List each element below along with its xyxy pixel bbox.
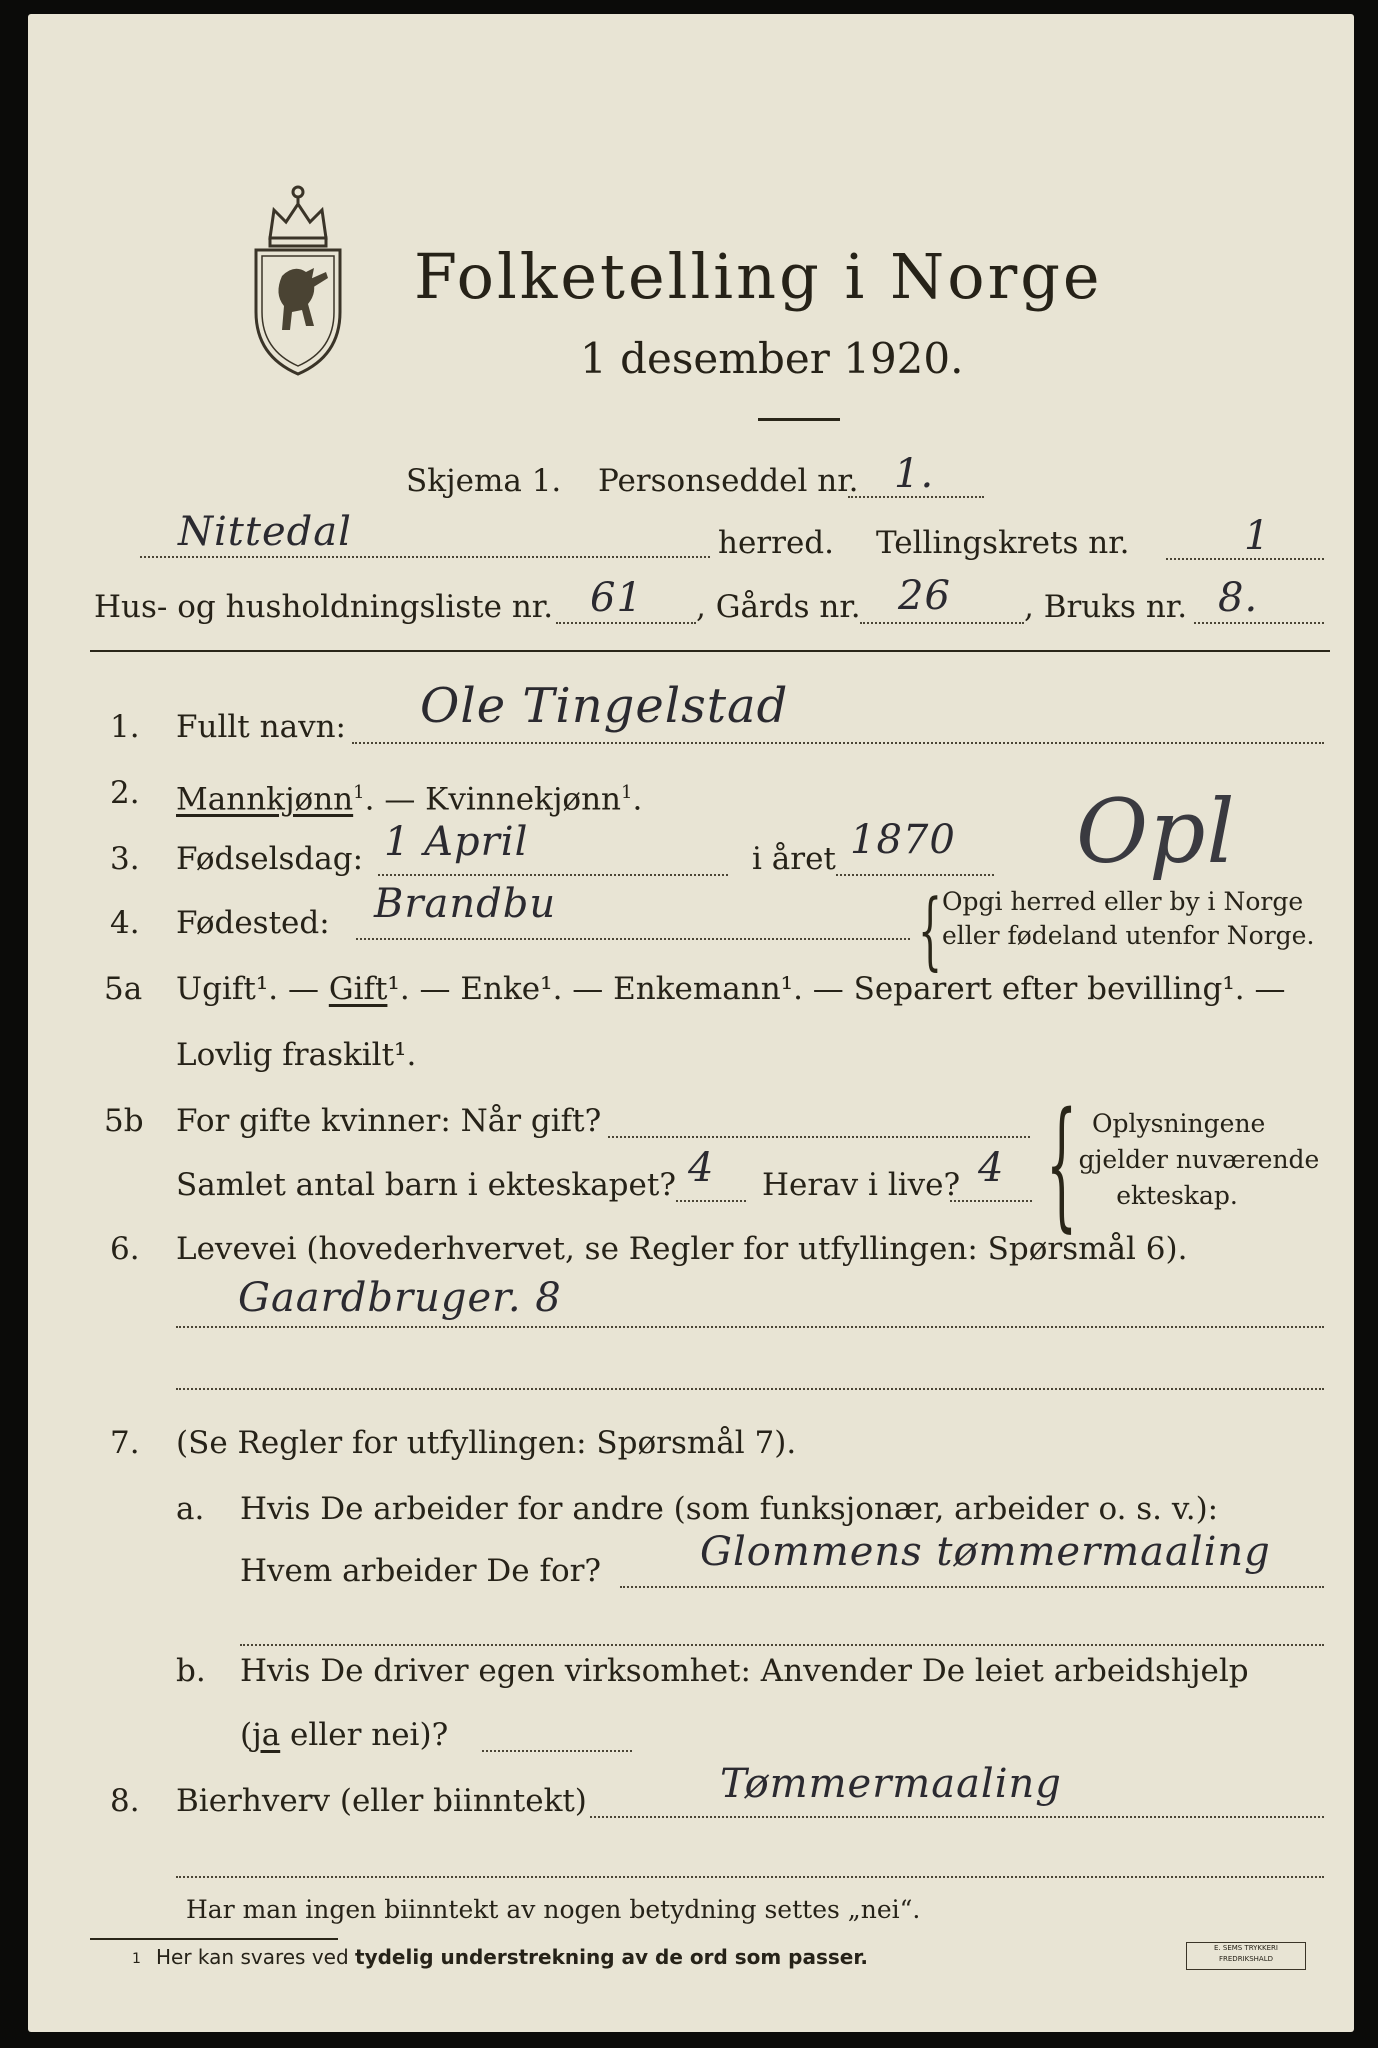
q2-separator: . — bbox=[364, 781, 426, 818]
q8-label: Bierhverv (eller biinntekt) bbox=[176, 1783, 587, 1819]
q7b-answer-options bbox=[240, 1716, 448, 1754]
husliste-line bbox=[556, 622, 696, 624]
personseddel-value[interactable]: 1. bbox=[894, 451, 935, 497]
side-income-value[interactable]: Tømmermaaling bbox=[720, 1761, 1062, 1807]
q2-number: 2. bbox=[110, 775, 140, 811]
footnote-divider bbox=[90, 1938, 338, 1940]
biinntekt-note: Har man ingen biinntekt av nogen betydning settes „nei“. bbox=[186, 1895, 921, 1924]
tellingskrets-value[interactable]: 1 bbox=[1244, 513, 1271, 559]
birthday-value[interactable]: 1 April bbox=[384, 819, 529, 865]
q5b-married-label: For gifte kvinner: Når gift? bbox=[176, 1103, 602, 1139]
herred-line bbox=[140, 556, 710, 558]
q4-brace: { bbox=[918, 881, 943, 979]
q7a-employer-label: Hvem arbeider De for? bbox=[240, 1553, 602, 1589]
option-eller-nei[interactable]: eller nei)? bbox=[280, 1717, 449, 1753]
option-lovlig-fraskilt[interactable]: Lovlig fraskilt¹. bbox=[176, 1037, 417, 1073]
q4-label: Fødested: bbox=[176, 905, 330, 941]
bruks-line bbox=[1194, 622, 1324, 624]
footnote-text-plain: Her kan svares ved bbox=[156, 1945, 356, 1969]
q5b-brace: { bbox=[1046, 1083, 1078, 1246]
q2-footnote-1: 1 bbox=[353, 782, 365, 803]
q4-note-line2: eller fødeland utenfor Norge. bbox=[942, 921, 1315, 950]
q5b-note-line2: gjelder nuværende bbox=[1078, 1145, 1320, 1174]
q2-options bbox=[176, 774, 642, 818]
personseddel-label: Personseddel nr. bbox=[598, 463, 859, 499]
q7b-letter: b. bbox=[176, 1653, 206, 1689]
q7-number: 7. bbox=[110, 1425, 140, 1461]
q3-number: 3. bbox=[110, 841, 140, 877]
option-gift[interactable]: Gift bbox=[328, 971, 388, 1007]
tellingskrets-label: Tellingskrets nr. bbox=[876, 525, 1130, 561]
section-divider bbox=[90, 650, 1330, 652]
birthplace-value[interactable]: Brandbu bbox=[374, 881, 557, 927]
q7a-letter: a. bbox=[176, 1491, 205, 1527]
q5a-options-part2[interactable]: ¹. — Enke¹. — Enkemann¹. — Separert efter bevilling¹. — bbox=[387, 971, 1286, 1007]
form-title: Folketelling i Norge bbox=[414, 240, 1103, 313]
printer-city: FREDRIKSHALD bbox=[1218, 1955, 1273, 1963]
employer-value[interactable]: Glommens tømmermaaling bbox=[700, 1529, 1271, 1575]
herred-value[interactable]: Nittedal bbox=[178, 509, 352, 555]
children-count-value[interactable]: 4 bbox=[688, 1145, 715, 1191]
q8-extra-line bbox=[176, 1876, 1324, 1878]
q5a-options bbox=[176, 970, 1285, 1008]
q7-label: (Se Regler for utfyllingen: Spørsmål 7). bbox=[176, 1425, 797, 1461]
census-date: 1 desember 1920. bbox=[580, 334, 964, 383]
q7a-employer-line bbox=[620, 1586, 1324, 1588]
q3-label: Fødselsdag: bbox=[176, 841, 364, 877]
q5a-options-part1[interactable]: Ugift¹. — bbox=[176, 971, 329, 1007]
q3-year-line bbox=[836, 874, 994, 876]
husliste-label: Hus- og husholdningsliste nr. bbox=[94, 589, 554, 625]
q3-line bbox=[378, 874, 728, 876]
q7b-open-paren: ( bbox=[240, 1717, 253, 1753]
footnote-text-bold: tydelig understrekning av de ord som passer. bbox=[355, 1945, 868, 1969]
q2-footnote-2: 1 bbox=[621, 782, 633, 803]
birth-year-value[interactable]: 1870 bbox=[850, 817, 956, 863]
q5a-number: 5a bbox=[104, 971, 143, 1007]
gards-label: , Gårds nr. bbox=[696, 589, 861, 625]
bruks-label: , Bruks nr. bbox=[1024, 589, 1188, 625]
opgave-check-mark: Opl bbox=[1076, 780, 1236, 883]
q7a-question: Hvis De arbeider for andre (som funksjonær, arbeider o. s. v.): bbox=[240, 1491, 1219, 1527]
q5b-alive-label: Herav i live? bbox=[762, 1167, 961, 1203]
option-ja[interactable]: ja bbox=[252, 1717, 281, 1753]
q2-end: . bbox=[632, 781, 643, 818]
footnote-number: 1 bbox=[132, 1951, 141, 1967]
printer-stamp bbox=[1186, 1942, 1306, 1970]
husliste-value[interactable]: 61 bbox=[590, 575, 643, 621]
q4-number: 4. bbox=[110, 905, 140, 941]
q7b-question: Hvis De driver egen virksomhet: Anvender De leiet arbeidshjelp bbox=[240, 1653, 1249, 1689]
q5b-number: 5b bbox=[104, 1103, 144, 1139]
q1-number: 1. bbox=[110, 709, 140, 745]
norwegian-coat-of-arms-icon bbox=[248, 180, 348, 378]
gards-value[interactable]: 26 bbox=[898, 573, 951, 619]
q5b-children-label: Samlet antal barn i ekteskapet? bbox=[176, 1167, 676, 1203]
q4-line bbox=[356, 938, 910, 940]
q6-line1 bbox=[176, 1326, 1324, 1328]
option-mannkjonn[interactable]: Mannkjønn bbox=[176, 781, 354, 818]
q7a-extra-line bbox=[240, 1644, 1324, 1646]
gards-line bbox=[860, 622, 1024, 624]
q5b-alive-line bbox=[950, 1200, 1032, 1202]
q5b-note-line3: ekteskap. bbox=[1116, 1181, 1238, 1210]
q4-note-line1: Opgi herred eller by i Norge bbox=[942, 887, 1304, 916]
q1-label: Fullt navn: bbox=[176, 709, 346, 745]
occupation-value[interactable]: Gaardbruger. 8 bbox=[238, 1275, 562, 1321]
full-name-value[interactable]: Ole Tingelstad bbox=[420, 678, 789, 734]
q1-line bbox=[352, 742, 1324, 744]
q6-label: Levevei (hovederhvervet, se Regler for utfyllingen: Spørsmål 6). bbox=[176, 1231, 1188, 1267]
census-form-sheet bbox=[28, 14, 1354, 2032]
herred-label: herred. bbox=[718, 525, 834, 561]
q7b-line bbox=[482, 1750, 632, 1752]
q8-number: 8. bbox=[110, 1783, 140, 1819]
q5b-children-line bbox=[676, 1200, 746, 1202]
title-divider bbox=[758, 418, 840, 421]
q5b-married-line bbox=[608, 1136, 1030, 1138]
q6-number: 6. bbox=[110, 1231, 140, 1267]
skjema-label: Skjema 1. bbox=[406, 463, 562, 499]
option-kvinnekjonn[interactable]: Kvinnekjønn bbox=[425, 781, 622, 818]
q6-line2 bbox=[176, 1388, 1324, 1390]
printer-name: E. SEMS TRYKKERI bbox=[1214, 1944, 1278, 1952]
children-alive-value[interactable]: 4 bbox=[978, 1145, 1005, 1191]
q3-year-label: i året bbox=[752, 841, 836, 877]
q8-line bbox=[590, 1816, 1324, 1818]
footnote-text bbox=[156, 1944, 868, 1970]
bruks-value[interactable]: 8. bbox=[1218, 575, 1259, 621]
q5b-note-line1: Oplysningene bbox=[1092, 1109, 1266, 1138]
